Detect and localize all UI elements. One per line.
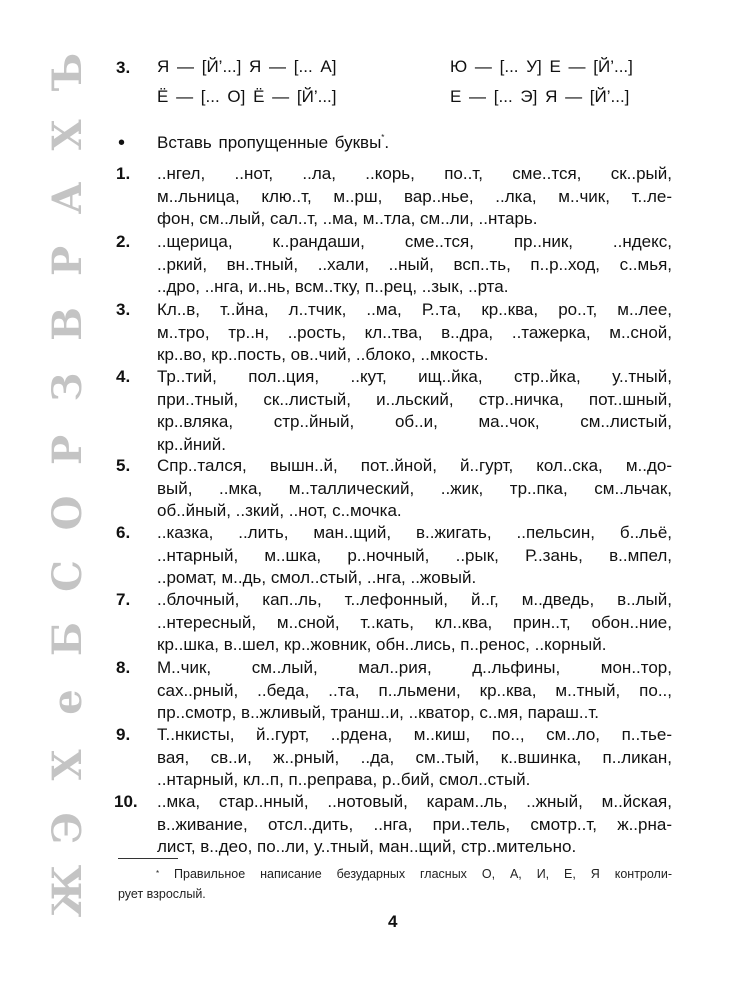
bullet: • <box>118 132 126 154</box>
exercise-number: 1. <box>116 164 131 183</box>
exercise-line: м..льница, клю..т, м..рш, вар..нье, ..лка, м..чик, т..ле- <box>157 186 672 206</box>
exercise-number: 10. <box>114 792 138 811</box>
exercise-words <box>157 724 672 792</box>
exercise-line: пр..смотр, в..жливый, транш..и, ..кватор, с..мя, параш..т. <box>157 703 599 722</box>
exercise-number: 8. <box>116 658 131 677</box>
exercise-line: ..нтарный, кл..п, п..реправа, р..бий, смол..стый. <box>157 770 531 789</box>
exercise-line: ..щерица, к..рандаши, сме..тся, пр..ник, ..ндекс, <box>157 232 672 251</box>
exercise-words <box>157 657 672 725</box>
exercise-line: кр..шка, в..шел, кр..жовник, обн..лись, п..ренос, ..корный. <box>157 635 607 654</box>
footnote-divider <box>118 858 178 859</box>
exercise-words <box>157 231 672 299</box>
decorative-letter: С <box>44 560 91 592</box>
sound-pair: Я — [Й’...] Я — [... А] <box>157 57 337 76</box>
footnote <box>118 864 672 904</box>
sound-pair: Е — [... Э] Я — [Й’...] <box>450 87 630 106</box>
exercise-number: 9. <box>116 725 131 744</box>
exercise-line: ..ромат, м..дь, смол..стый, ..нга, ..жовый. <box>157 568 477 587</box>
exercise-line: сах..рный, ..беда, ..та, п..льмени, кр..ква, м..тный, по.., <box>157 680 672 700</box>
exercise-line: ..блочный, кап..ль, т..лефонный, й..г, м..дведь, в..лый, <box>157 590 672 609</box>
exercise-line: ..нгел, ..нот, ..ла, ..корь, по..т, сме..тся, ск..рый, <box>157 164 672 183</box>
page-number: 4 <box>388 912 398 931</box>
exercise-line: фон, см..лый, сал..т, ..ма, м..тла, см..ли, ..нтарь. <box>157 209 538 228</box>
decorative-letter: Ж <box>44 864 91 918</box>
exercise-line: Спр..тался, вышн..й, пот..йной, й..гурт, кол..ска, м..до- <box>157 456 672 475</box>
exercise-number: 6. <box>116 523 131 542</box>
exercise-number: 2. <box>116 232 131 251</box>
decorative-letter: Э <box>44 812 91 844</box>
footnote-line: Правильное написание безударных гласных О, А, И, Е, Я контроли- <box>174 867 672 881</box>
footnote-mark: * <box>381 133 385 142</box>
decorative-letter: Б <box>44 621 91 657</box>
exercise-line: кр..йний. <box>157 434 226 454</box>
exercise-line: при..тный, ск..листый, и..льский, стр..ничка, пот..шный, <box>157 389 672 409</box>
decorative-letter: В <box>44 307 91 341</box>
decorative-letter: Ъ <box>44 52 91 92</box>
exercise-words <box>157 163 672 231</box>
instruction-label: Вставь пропущенные буквы <box>157 133 382 152</box>
exercise-line: ..казка, ..лить, ман..щий, в..жигать, ..пельсин, б..льё, <box>157 523 672 542</box>
exercise-words <box>157 589 672 657</box>
exercise-words <box>157 791 672 859</box>
decorative-letter: А <box>44 181 91 215</box>
exercise-line: Т..нкисты, й..гурт, ..рдена, м..киш, по.., см..ло, п..тье- <box>157 725 672 744</box>
exercise-words <box>157 366 672 456</box>
exercise-line: ..мка, стар..нный, ..нотовый, карам..ль, ..жный, м..йская, <box>157 792 672 811</box>
task-number: 3. <box>116 58 131 77</box>
decorative-letter: З <box>44 372 91 402</box>
exercise-line: ..нтересный, м..сной, т..кать, кл..ква, прин..т, обон..ние, <box>157 612 672 632</box>
decorative-letter: О <box>44 495 91 531</box>
exercise-line: М..чик, см..лый, мал..рия, д..льфины, мон..тор, <box>157 658 672 677</box>
exercise-line: вая, св..и, ж..рный, ..да, см..тый, к..вшинка, п..ликан, <box>157 747 672 767</box>
exercise-words <box>157 455 672 523</box>
exercise-line: кр..вляка, стр..йный, об..и, ма..чок, см..листый, <box>157 412 672 431</box>
decorative-letter: Р <box>44 245 91 277</box>
exercise-number: 4. <box>116 367 131 386</box>
decorative-letter: Х <box>44 749 91 781</box>
decorative-letter: Р <box>44 434 91 466</box>
exercise-words <box>157 299 672 367</box>
sound-pair: Ю — [... У] Е — [Й’...] <box>450 57 633 76</box>
footnote-line: рует взрослый. <box>118 887 206 901</box>
exercise-line: кр..во, кр..пость, ов..чий, ..блоко, ..мкость. <box>157 345 489 364</box>
exercise-number: 3. <box>116 300 131 319</box>
exercise-line: ..дро, ..нга, и..нь, всм..тку, п..рец, ..зык, ..рта. <box>157 277 509 296</box>
exercise-line: об..йный, ..зкий, ..нот, с..мочка. <box>157 501 402 520</box>
footnote-mark: * <box>156 869 160 878</box>
exercise-line: в..живание, отсл..дить, ..нга, при..тель, смотр..т, ж..рна- <box>157 814 672 834</box>
decorative-letter: е <box>44 689 91 715</box>
exercise-line: м..тро, тр..н, ..рость, кл..тва, в..дра, ..тажерка, м..сной, <box>157 322 672 342</box>
exercise-line: вый, ..мка, м..таллический, ..жик, тр..пка, см..льчак, <box>157 478 672 498</box>
instruction-text: Вставь пропущенные буквы*. <box>157 133 390 152</box>
exercise-line: Тр..тий, пол..ция, ..кут, ищ..йка, стр..йка, у..тный, <box>157 367 672 386</box>
decorative-letter: Х <box>44 119 91 151</box>
exercise-line: ..ркий, вн..тный, ..хали, ..ный, всп..ть, п..р..ход, с..мья, <box>157 254 672 274</box>
exercise-line: Кл..в, т..йна, л..тчик, ..ма, Р..та, кр..ква, ро..т, м..лее, <box>157 300 672 319</box>
sound-pair: Ё — [... О] Ё — [Й’...] <box>157 87 337 106</box>
exercise-number: 7. <box>116 590 131 609</box>
exercise-line: лист, в..део, по..ли, у..тный, ман..щий, стр..мительно. <box>157 837 577 856</box>
exercise-number: 5. <box>116 456 131 475</box>
exercise-words <box>157 522 672 590</box>
exercise-line: ..нтарный, м..шка, р..ночный, ..рык, Р..зань, в..мпел, <box>157 545 672 565</box>
